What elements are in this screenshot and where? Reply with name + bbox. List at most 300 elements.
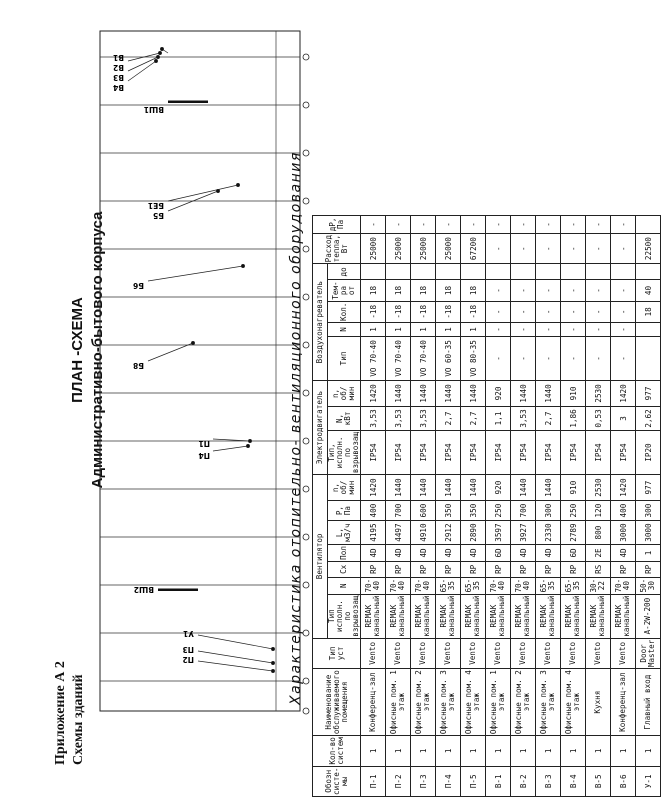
- table-cell-c: 1: [511, 736, 536, 766]
- table-cell-t: Vento: [561, 638, 586, 668]
- table-row: [611, 215, 636, 796]
- table-cell-hq: -: [536, 301, 561, 322]
- col-type: Тип уст: [313, 638, 361, 668]
- table-cell-t: Vento: [411, 638, 436, 668]
- table-cell-ft: REMAK канальный: [586, 594, 611, 638]
- table-cell-hq: -18: [411, 301, 436, 322]
- table-cell-d: В-2: [511, 766, 536, 796]
- table-cell-spacer: [486, 264, 511, 280]
- plan-label: П2: [182, 655, 194, 664]
- table-cell-n: 70-40: [411, 577, 436, 594]
- table-cell-hn: 1: [411, 322, 436, 336]
- table-cell-pol: 2E: [586, 545, 611, 562]
- table-cell-rpm: 1420: [361, 475, 386, 501]
- table-cell-d: П-1: [361, 766, 386, 796]
- col-fan-n: N: [328, 577, 361, 594]
- axis-lines: [100, 31, 300, 711]
- table-cell-rpm: 1440: [386, 475, 411, 501]
- table-row: [511, 215, 536, 796]
- plan-label: П3: [182, 645, 194, 654]
- table-cell-hn: -: [586, 322, 611, 336]
- table-cell-ft: REMAK канальный: [486, 594, 511, 638]
- table-cell-c: 1: [436, 736, 461, 766]
- table-cell-L: 3000: [611, 521, 636, 545]
- table-cell-room: Конференц-зал: [611, 669, 636, 736]
- floor-plan-svg: [98, 21, 313, 721]
- table-cell-P: 250: [486, 501, 511, 521]
- table-cell-P: 300: [536, 501, 561, 521]
- col-P: P, Па: [328, 501, 361, 521]
- table-cell-heat: -: [536, 233, 561, 263]
- table-cell-pol: 4D: [536, 545, 561, 562]
- table-cell-ti: 18: [361, 280, 386, 301]
- table-cell-ft: REMAK канальный: [386, 594, 411, 638]
- table-cell-L: 2330: [536, 521, 561, 545]
- table-cell-rpm: 910: [561, 475, 586, 501]
- table-cell-mt: IP54: [436, 430, 461, 474]
- plan-title: ПЛАН -СХЕМА: [69, 297, 86, 403]
- table-cell-kw: 2,7: [536, 406, 561, 430]
- table-cell-mt: IP54: [586, 430, 611, 474]
- table-cell-room: Офисные пом. 1 этаж: [386, 669, 411, 736]
- table-cell-hq: -: [561, 301, 586, 322]
- table-cell-L: 2890: [461, 521, 486, 545]
- plan-label: В3: [113, 73, 124, 82]
- table-cell-ti: -: [536, 280, 561, 301]
- plan-label: В1: [113, 53, 124, 62]
- table-cell-n: 65-35: [561, 577, 586, 594]
- table-cell-hq: -18: [436, 301, 461, 322]
- table-cell-heat: -: [511, 233, 536, 263]
- col-t-in: Тем-ра от: [328, 280, 361, 301]
- table-cell-spacer: [361, 264, 386, 280]
- table-cell-hn: 1: [436, 322, 461, 336]
- col-motor-type: Тип, исполн. по взрывозащ: [327, 431, 360, 474]
- table-cell-spacer: [611, 264, 636, 280]
- table-cell-dp: -: [586, 215, 611, 233]
- table-cell-sx: RS: [586, 561, 611, 577]
- col-count: Кол-во систем: [313, 736, 361, 766]
- col-fan-type: Тип исполн. по взрывозащ: [327, 595, 360, 637]
- table-cell-pol: 4D: [511, 545, 536, 562]
- table-cell-ti: 18: [436, 280, 461, 301]
- shaft-vsh1: [168, 101, 208, 104]
- table-cell-ti: -: [561, 280, 586, 301]
- table-cell-t: Door Master: [636, 638, 661, 668]
- table-cell-d: У-1: [636, 766, 661, 796]
- table-cell-hq: -: [511, 301, 536, 322]
- table-cell-L: 800: [586, 521, 611, 545]
- table-cell-room: Кухня: [586, 669, 611, 736]
- table-cell-L: 2912: [436, 521, 461, 545]
- table-cell-P: 700: [386, 501, 411, 521]
- table-cell-heat: 25000: [386, 233, 411, 263]
- table-cell-L: 4497: [386, 521, 411, 545]
- table-row: [486, 215, 511, 796]
- table-cell-mt: IP54: [511, 430, 536, 474]
- appendix-title: Приложение А 2: [53, 661, 68, 765]
- table-row: [411, 215, 436, 796]
- table-cell-rpm: 1440: [436, 475, 461, 501]
- col-L: L, м3/ч: [328, 521, 361, 545]
- equipment-markers: [128, 47, 275, 672]
- table-cell-c: 1: [461, 736, 486, 766]
- table-cell-dp: -: [386, 215, 411, 233]
- table-cell-sx: RP: [486, 561, 511, 577]
- table-cell-pol: 6D: [486, 545, 511, 562]
- plan-label: Б6: [133, 281, 144, 290]
- table-cell-c: 1: [636, 736, 661, 766]
- group-motor: Электродвигатель: [313, 380, 328, 474]
- table-cell-d: П-3: [411, 766, 436, 796]
- table-cell-heat: 25000: [411, 233, 436, 263]
- table-cell-mt: IP54: [386, 430, 411, 474]
- table-cell-mrpm: 1440: [436, 380, 461, 406]
- table-cell-ht: VO 60-35: [436, 336, 461, 380]
- table-cell-dp: -: [461, 215, 486, 233]
- table-cell-hn: -: [536, 322, 561, 336]
- table-cell-mrpm: 1440: [536, 380, 561, 406]
- table-cell-c: 1: [586, 736, 611, 766]
- table-cell-P: 700: [511, 501, 536, 521]
- table-cell-spacer: [561, 264, 586, 280]
- table-cell-dp: -: [486, 215, 511, 233]
- table-cell-mrpm: 977: [636, 380, 661, 406]
- table-cell-ti: -: [511, 280, 536, 301]
- table-cell-hq: -: [486, 301, 511, 322]
- table-cell-d: П-4: [436, 766, 461, 796]
- table-cell-dp: -: [511, 215, 536, 233]
- table-row: [436, 215, 461, 796]
- table-cell-sx: RP: [611, 561, 636, 577]
- table-cell-n: 65-35: [536, 577, 561, 594]
- plan-label: Б5: [153, 211, 164, 220]
- table-cell-c: 1: [386, 736, 411, 766]
- plan-label: Б8: [133, 361, 144, 370]
- plan-label: ВШ1: [143, 105, 164, 114]
- table-cell-room: Офисные пом. 3 этаж: [436, 669, 461, 736]
- table-cell-ti: -: [486, 280, 511, 301]
- table-cell-spacer: [586, 264, 611, 280]
- table-cell-room: Главный вход: [636, 669, 661, 736]
- equipment-table: [312, 215, 661, 797]
- table-cell-room: Офисные пом. 4 этаж: [561, 669, 586, 736]
- table-cell-heat: -: [586, 233, 611, 263]
- table-row: [386, 215, 411, 796]
- table-cell-ti: 18: [461, 280, 486, 301]
- table-cell-L: 3927: [511, 521, 536, 545]
- table-cell-ft: REMAK канальный: [536, 594, 561, 638]
- group-header-row: [313, 215, 328, 796]
- table-cell-ht: [636, 336, 661, 380]
- table-cell-t: Vento: [486, 638, 511, 668]
- table-cell-spacer: [461, 264, 486, 280]
- table-cell-ft: REMAK канальный: [461, 594, 486, 638]
- table-cell-sx: RP: [511, 561, 536, 577]
- table-cell-kw: 1,86: [561, 406, 586, 430]
- table-cell-t: Vento: [536, 638, 561, 668]
- table-cell-spacer: [436, 264, 461, 280]
- table-cell-dp: -: [536, 215, 561, 233]
- table-cell-mrpm: 910: [561, 380, 586, 406]
- table-cell-n: 30-22: [586, 577, 611, 594]
- table-cell-dp: -: [561, 215, 586, 233]
- table-cell-d: В-3: [536, 766, 561, 796]
- table-cell-n: 70-40: [486, 577, 511, 594]
- table-cell-room: Конференц-зал: [361, 669, 386, 736]
- table-cell-ht: -: [611, 336, 636, 380]
- table-cell-dp: -: [436, 215, 461, 233]
- table-cell-rpm: 920: [486, 475, 511, 501]
- col-heat-flow: Расход тепла, Вт: [313, 233, 361, 263]
- table-cell-n: 65-35: [461, 577, 486, 594]
- appendix-subtitle: Схемы зданий: [71, 674, 86, 765]
- table-cell-hq: -18: [386, 301, 411, 322]
- table-cell-c: 1: [486, 736, 511, 766]
- table-cell-room: Офисные пом. 2 этаж: [511, 669, 536, 736]
- table-cell-dp: [636, 215, 661, 233]
- table-cell-ft: REMAK канальный: [561, 594, 586, 638]
- col-kw: N, кВт: [328, 406, 361, 430]
- appendix-caption: [52, 661, 88, 765]
- table-cell-t: Vento: [611, 638, 636, 668]
- plan-label: БЕ1: [147, 201, 164, 210]
- table-cell-sx: RP: [386, 561, 411, 577]
- table-cell-t: Vento: [361, 638, 386, 668]
- table-row: [586, 215, 611, 796]
- table-cell-ti: -: [586, 280, 611, 301]
- table-cell-ft: REMAK канальный: [611, 594, 636, 638]
- plan-label: В2: [113, 63, 124, 72]
- table-cell-ti: -: [611, 280, 636, 301]
- table-cell-d: В-6: [611, 766, 636, 796]
- table-cell-sx: RP: [411, 561, 436, 577]
- table-cell-t: Vento: [586, 638, 611, 668]
- table-cell-spacer: [636, 264, 661, 280]
- table-cell-mt: IP54: [611, 430, 636, 474]
- table-cell-mrpm: 1420: [611, 380, 636, 406]
- table-cell-mrpm: 1420: [361, 380, 386, 406]
- table-cell-rpm: 2530: [586, 475, 611, 501]
- table-cell-ht: VO 70-40: [411, 336, 436, 380]
- table-cell-spacer: [386, 264, 411, 280]
- table-cell-kw: 3: [611, 406, 636, 430]
- table-cell-n: 50-30: [636, 577, 661, 594]
- table-cell-ht: VO 70-40: [361, 336, 386, 380]
- table-cell-ht: VO 70-40: [386, 336, 411, 380]
- table-cell-ht: -: [511, 336, 536, 380]
- table-cell-pol: 6D: [561, 545, 586, 562]
- table-cell-P: 350: [436, 501, 461, 521]
- shaft-vsh2: [158, 589, 198, 592]
- table-cell-t: Vento: [511, 638, 536, 668]
- table-cell-pol: 4D: [411, 545, 436, 562]
- table-cell-c: 1: [561, 736, 586, 766]
- col-motor-rpm: n, об/мин: [328, 380, 361, 406]
- outer-wall: [100, 31, 300, 711]
- table-cell-sx: RP: [536, 561, 561, 577]
- table-cell-P: 600: [411, 501, 436, 521]
- plan-label: У1: [182, 629, 194, 638]
- table-cell-rpm: 1440: [461, 475, 486, 501]
- table-cell-heat: 25000: [436, 233, 461, 263]
- col-room: Наименование обслуживаемого помещения: [313, 669, 361, 736]
- table-cell-rpm: 1440: [511, 475, 536, 501]
- table-cell-sx: RP: [436, 561, 461, 577]
- table-cell-mt: IP54: [361, 430, 386, 474]
- table-cell-P: 120: [586, 501, 611, 521]
- plan-label: В4: [113, 83, 124, 92]
- table-cell-mt: IP54: [461, 430, 486, 474]
- table-cell-t: Vento: [436, 638, 461, 668]
- floor-plan-drawing: [98, 21, 313, 721]
- characteristic-title: Характеристика отопительно- вентиляционного оборудования: [288, 151, 304, 705]
- table-cell-kw: 2,7: [461, 406, 486, 430]
- table-cell-ht: VO 80-35: [461, 336, 486, 380]
- table-cell-room: Офисные пом. 3 этаж: [536, 669, 561, 736]
- table-cell-mt: IP54: [486, 430, 511, 474]
- col-heater-qty: Кол.: [328, 301, 361, 322]
- table-cell-room: Офисные пом. 4 этаж: [461, 669, 486, 736]
- table-cell-c: 1: [361, 736, 386, 766]
- table-row: [561, 215, 586, 796]
- table-cell-ht: -: [586, 336, 611, 380]
- table-cell-n: 65-35: [436, 577, 461, 594]
- table-body: [361, 215, 661, 796]
- table-cell-ti: 18: [386, 280, 411, 301]
- table-cell-hq: 18: [636, 301, 661, 322]
- table-cell-d: В-5: [586, 766, 611, 796]
- table-cell-sx: RP: [361, 561, 386, 577]
- col-t-out: до: [328, 264, 361, 280]
- table-cell-P: 250: [561, 501, 586, 521]
- table-cell-kw: 3,53: [386, 406, 411, 430]
- table-cell-ft: REMAK канальный: [511, 594, 536, 638]
- col-dp: дP, Па: [313, 215, 361, 233]
- table-cell-kw: 0,53: [586, 406, 611, 430]
- table-cell-mrpm: 920: [486, 380, 511, 406]
- table-cell-pol: 4D: [611, 545, 636, 562]
- table-cell-heat: 25000: [361, 233, 386, 263]
- table-cell-ti: 18: [411, 280, 436, 301]
- col-heater-type: Тип: [328, 336, 361, 380]
- table-cell-kw: 2,62: [636, 406, 661, 430]
- table-cell-ti: 40: [636, 280, 661, 301]
- col-sx: Сх: [328, 561, 361, 577]
- table-cell-ft: REMAK канальный: [411, 594, 436, 638]
- table-cell-ht: -: [536, 336, 561, 380]
- table-row: [461, 215, 486, 796]
- plan-label: П1: [198, 439, 210, 448]
- table-cell-heat: 22500: [636, 233, 661, 263]
- table-cell-hq: -: [611, 301, 636, 322]
- table-cell-d: П-5: [461, 766, 486, 796]
- table-cell-heat: -: [561, 233, 586, 263]
- table-cell-spacer: [536, 264, 561, 280]
- table-cell-mt: IP20: [636, 430, 661, 474]
- table-cell-hn: 1: [461, 322, 486, 336]
- plan-label: ВШ2: [133, 585, 154, 594]
- table-cell-L: 4910: [411, 521, 436, 545]
- table-cell-mrpm: 1440: [411, 380, 436, 406]
- table-cell-mrpm: 1440: [511, 380, 536, 406]
- table-cell-P: 300: [636, 501, 661, 521]
- table-cell-d: В-4: [561, 766, 586, 796]
- table-cell-sx: RP: [561, 561, 586, 577]
- table-cell-dp: -: [361, 215, 386, 233]
- table-cell-n: 70-40: [386, 577, 411, 594]
- table-cell-hn: -: [561, 322, 586, 336]
- table-cell-L: 4195: [361, 521, 386, 545]
- table-cell-spacer: [411, 264, 436, 280]
- table-cell-rpm: 1440: [536, 475, 561, 501]
- table-cell-hn: [636, 322, 661, 336]
- table-cell-heat: -: [486, 233, 511, 263]
- table-cell-hq: -: [586, 301, 611, 322]
- table-cell-pol: 4D: [361, 545, 386, 562]
- table-cell-hn: 1: [361, 322, 386, 336]
- table-cell-kw: 3,53: [511, 406, 536, 430]
- table-cell-kw: 1,1: [486, 406, 511, 430]
- table-cell-P: 400: [611, 501, 636, 521]
- table-cell-ht: -: [561, 336, 586, 380]
- table-cell-pol: 4D: [461, 545, 486, 562]
- table-cell-L: 3597: [486, 521, 511, 545]
- table-cell-hn: 1: [386, 322, 411, 336]
- table-cell-rpm: 1420: [611, 475, 636, 501]
- table-cell-c: 1: [611, 736, 636, 766]
- table-cell-c: 1: [411, 736, 436, 766]
- table-cell-n: 70-40: [511, 577, 536, 594]
- table-cell-heat: 67200: [461, 233, 486, 263]
- table-row: [636, 215, 661, 796]
- col-rpm: n, об/мин: [328, 475, 361, 501]
- plan-subtitle: Административно-бытового корпуса: [89, 211, 106, 489]
- table-cell-t: Vento: [461, 638, 486, 668]
- table-cell-kw: 3,53: [361, 406, 386, 430]
- table-cell-P: 350: [461, 501, 486, 521]
- group-heater: Воздухонагреватель: [313, 264, 328, 381]
- table-cell-room: Офисные пом. 1 этаж: [486, 669, 511, 736]
- table-cell-spacer: [511, 264, 536, 280]
- table-cell-n: 70-40: [361, 577, 386, 594]
- col-pol: Пол: [328, 545, 361, 562]
- table-cell-mrpm: 2530: [586, 380, 611, 406]
- table-row: [536, 215, 561, 796]
- table-cell-P: 400: [361, 501, 386, 521]
- table-cell-hn: -: [611, 322, 636, 336]
- table-cell-hq: -18: [361, 301, 386, 322]
- table-cell-mt: IP54: [536, 430, 561, 474]
- table-cell-mrpm: 1440: [461, 380, 486, 406]
- table-cell-heat: -: [611, 233, 636, 263]
- table-cell-c: 1: [536, 736, 561, 766]
- table-cell-ft: A-2W-200: [636, 594, 661, 638]
- table-cell-room: Офисные пом. 2 этаж: [411, 669, 436, 736]
- table-cell-dp: -: [611, 215, 636, 233]
- col-heater-n: N: [328, 322, 361, 336]
- table-cell-pol: 4D: [386, 545, 411, 562]
- group-fan: Вентилятор: [313, 475, 328, 639]
- table-cell-rpm: 977: [636, 475, 661, 501]
- table-cell-d: П-2: [386, 766, 411, 796]
- plan-label: П4: [198, 451, 210, 460]
- table-cell-hn: -: [511, 322, 536, 336]
- table-cell-rpm: 1440: [411, 475, 436, 501]
- table-cell-ft: REMAK канальный: [436, 594, 461, 638]
- table-row: [361, 215, 386, 796]
- table-cell-sx: RP: [636, 561, 661, 577]
